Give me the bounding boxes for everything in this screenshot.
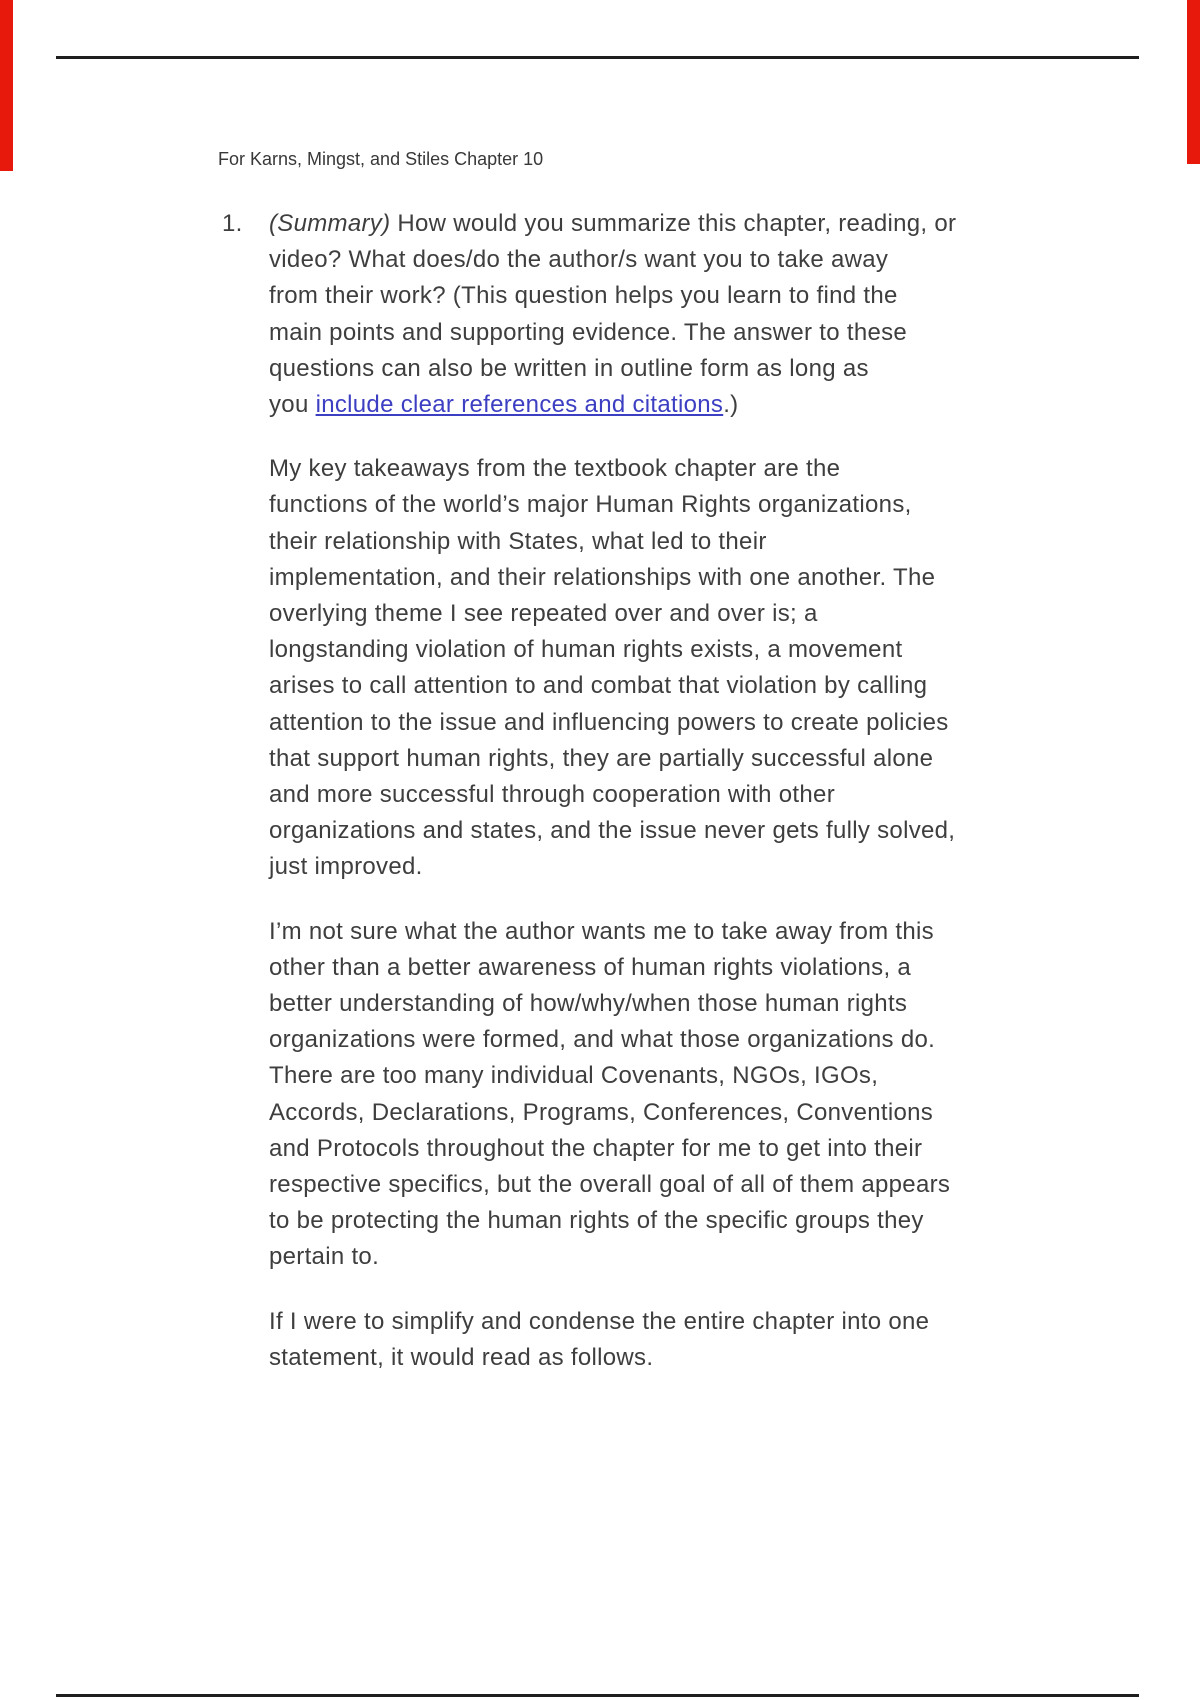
list-number: 1. — [222, 210, 243, 237]
document-note: For Karns, Mingst, and Stiles Chapter 10 — [218, 149, 544, 169]
text-line: that support human rights, they are partially successful alone — [269, 744, 934, 772]
text-line: from their work? (This question helps you learn to find the — [269, 282, 898, 310]
text-line: pertain to. — [269, 1243, 380, 1271]
bottom-rule — [56, 1694, 1139, 1697]
left-edge-marker — [0, 0, 13, 171]
answer-paragraph — [269, 914, 1109, 1276]
references-citations-link[interactable]: include clear references and citations — [315, 391, 724, 419]
text-line: video? What does/do the author/s want you to take away — [269, 246, 889, 274]
text-line: organizations were formed, and what those organizations do. — [269, 1026, 936, 1054]
question-intro-italic: (Summary) — [269, 210, 391, 237]
text-line: and Protocols throughout the chapter for me to get into their — [269, 1134, 923, 1162]
text-line: other than a better awareness of human rights violations, a — [269, 953, 912, 981]
answer-paragraph — [269, 1304, 1109, 1376]
answer-paragraph — [269, 451, 1109, 885]
text-line — [269, 387, 1109, 423]
right-edge-marker — [1187, 0, 1200, 164]
text-line: their relationship with States, what led to their — [269, 527, 767, 555]
text-line: There are too many individual Covenants, NGOs, IGOs, — [269, 1062, 879, 1090]
question-list-item — [222, 206, 1109, 423]
document-content — [222, 206, 1109, 1376]
text-line: implementation, and their relationships with one another. The — [269, 563, 936, 591]
text-line: I’m not sure what the author wants me to take away from this — [269, 917, 934, 945]
text-line: If I were to simplify and condense the entire chapter into one — [269, 1307, 930, 1335]
last-line-suffix: .) — [723, 391, 739, 419]
text-line: overlying theme I see repeated over and over is; a — [269, 600, 818, 628]
question-line1-rest: How would you summarize this chapter, reading, or — [390, 210, 957, 237]
text-line: respective specifics, but the overall goal of all of them appears — [269, 1171, 951, 1199]
text-line: to be protecting the human rights of the specific groups they — [269, 1207, 924, 1235]
text-line: main points and supporting evidence. The answer to these — [269, 318, 908, 346]
last-line-prefix: you — [269, 391, 316, 419]
text-line: just improved. — [269, 853, 423, 881]
text-line: functions of the world’s major Human Rights organizations, — [269, 491, 912, 519]
text-line: statement, it would read as follows. — [269, 1343, 654, 1371]
text-line: and more successful through cooperation with other — [269, 781, 835, 809]
text-line: Accords, Declarations, Programs, Conferences, Conventions — [269, 1098, 934, 1126]
text-line: arises to call attention to and combat that violation by calling — [269, 672, 928, 700]
text-line: questions can also be written in outline form as long as — [269, 354, 869, 382]
text-line: attention to the issue and influencing powers to create policies — [269, 708, 949, 736]
text-line — [269, 206, 1109, 242]
text-line: organizations and states, and the issue never gets fully solved, — [269, 817, 956, 845]
text-line: My key takeaways from the textbook chapter are the — [269, 455, 841, 483]
text-line: longstanding violation of human rights exists, a movement — [269, 636, 903, 664]
top-rule — [56, 56, 1139, 59]
text-line: better understanding of how/why/when those human rights — [269, 990, 908, 1018]
